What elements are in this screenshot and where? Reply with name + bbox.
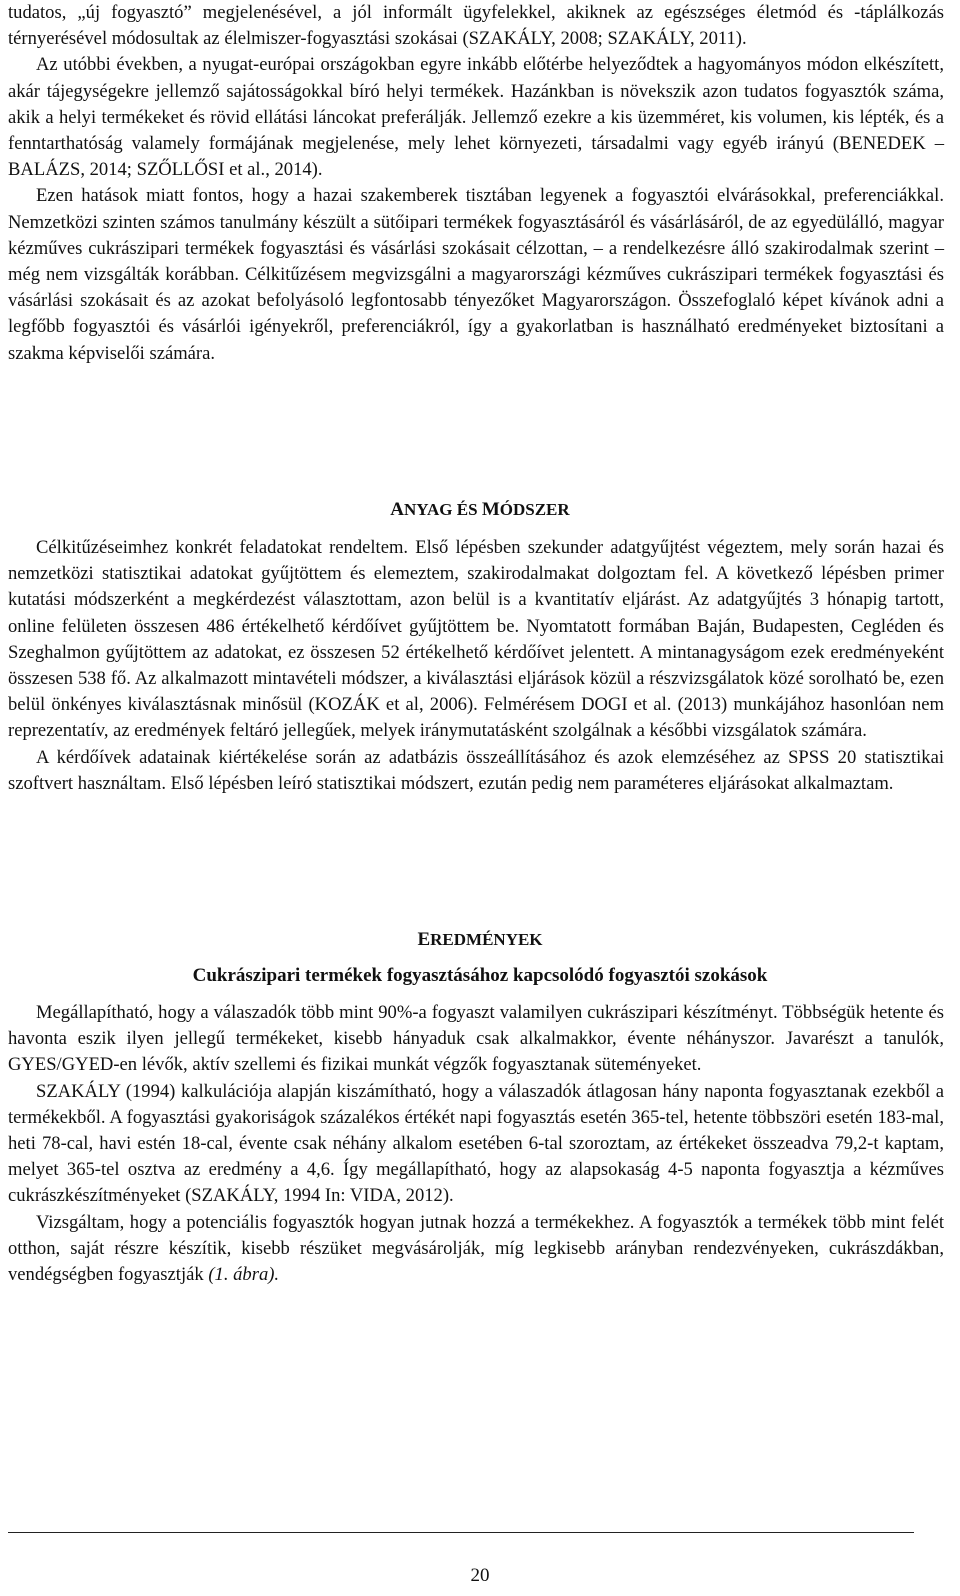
intro-paragraph-continued: tudatos, „új fogyasztó” megjelenésével, a jól informált ügyfelekkel, akiknek az egészséges életmód és -táplálkozás térnyerésével módosultak az élelmiszer-fogyasztási szokásai (SZAKÁLY, 2008; SZAKÁLY, 2011). <box>8 2 944 50</box>
methods-paragraph-analysis: A kérdőívek adatainak kiértékelése során az adatbázis összeállításához és azok elemzéséhez az SPSS 20 statisztikai szoftvert használtam. Első lépésben leíró statisztikai módszert, ezután pedig nem paraméteres eljárásokat alkalmaztam. <box>8 746 944 794</box>
intro-paragraph-objectives: Ezen hatások miatt fontos, hogy a hazai szakemberek tisztában legyenek a fogyasztói elvárásokkal, preferenciákkal. Nemzetközi szinten számos tanulmány készült a sütőipari termékek fogyasztásáról és vásárlásáról, de az egyedülálló, magyar kézműves cukrászipari termékek fogyasztási és vásárlási szokásait célzottan, – a rendelkezésre álló szakirodalmak szerint – még nem vizsgálták korábban. Célkitűzésem megvizsgálni a magyarországi kézműves cukrászipari termékek fogyasztási és vásárlási szokásait és az azokat befolyásoló legfontosabb tényezőket Magyarországon. Összefoglaló képet kívánok adni a legfőbb fogyasztói és vásárlói igényekről, preferenciákról, így a gyakorlatban is használható eredményeket biztosítani a szakma képviselői számára. <box>8 185 944 364</box>
figure-reference[interactable]: (1. ábra). <box>208 1264 280 1286</box>
results-heading: EREDMÉNYEK <box>417 929 543 950</box>
results-paragraph-calculation: SZAKÁLY (1994) kalkulációja alapján kiszámítható, hogy a válaszadók átlagosan hány naponta fogyasztanak ezekből a termékekből. A fogyasztási gyakoriságok százalékos értékét napi fogyasztás esetén 365-tel, hetente többszöri esetén 183-mal, heti 78-cal, havi estén 18-cal, évente csak néhány alkalom esetében 6-tal szoroztam, az értékeket összeadva 79,2-t kaptam, melyet 365-tel osztva az eredmény a 4,6. Így megállapítható, hogy az alapsokaság 4-5 naponta fogyasztja a kézműves cukrászkészítményeket (SZAKÁLY, 1994 In: VIDA, 2012). <box>8 1080 944 1207</box>
methods-heading: ANYAG ÉS MÓDSZER <box>390 499 570 520</box>
methods-paragraph-data-collection: Célkitűzéseimhez konkrét feladatokat rendeltem. Első lépésben szekunder adatgyűjtést végeztem, mely során hazai és nemzetközi statisztikai adatokat gyűjtöttem és elemeztem, szakirodalmakat dolgoztam fel. A következő lépésben primer kutatási módszerként a megkérdezést választottam, azon belül is a kvantitatív eljárást. Az adatgyűjtés 3 hónapig tartott, online felületen összesen 486 értékelhető kérdőívet gyűjtöttem be. Nyomtatott formában Baján, Budapesten, Cegléden és Szeghalmon gyűjtöttem az adatokat, ez összesen 52 értékelhető kérdőívet jelentett. A mintanagyságom ezek eredményeként összesen 538 fő. Az alkalmazott mintavételi módszer, a kiválasztási eljárások közül a részvizsgálatok közé sorolható be, ezen belül önkényes kiválasztásnak minősül (KOZÁK et al, 2006). Felmérésem DOGI et al. (2013) munkájához hasonlóan nem reprezentatív, az eredmények feltáró jellegűek, melyek iránymutatásként szolgálnak a későbbi vizsgálatok számára. <box>8 537 944 742</box>
results-paragraph-access: Vizsgáltam, hogy a potenciális fogyasztók hogyan jutnak hozzá a termékekhez. A fogyasztók a termékek több mint felét otthon, saját részre készítik, kisebb részüket megvásárolják, míg legkisebb arányban rendezvényeken, cukrászdákban, vendégségben fogyasztják (1. ábra). <box>8 1211 944 1286</box>
intro-section <box>8 0 944 367</box>
results-section <box>8 1000 944 1288</box>
results-paragraph-consumption: Megállapítható, hogy a válaszadók több mint 90%-a fogyaszt valamilyen cukrászipari készítményt. Többségük hetente és havonta eszik ilyen jellegű termékeket, kisebb hányaduk csak alkalmakkor, évente néhányszor. Javarészt a tanulók, GYES/GYED-en lévők, aktív szellemi és fizikai munkát végzők fogyasztanak süteményeket. <box>8 1002 944 1076</box>
methods-section <box>8 535 944 797</box>
intro-paragraph-local-products: Az utóbbi években, a nyugat-európai országokban egyre inkább előtérbe helyeződtek a hagyományos módon elkészített, akár tájegységekre jellemző sajátosságokkal bíró helyi termékek. Hazánkban is növekszik azon tudatos fogyasztók száma, akik a helyi termékeket és rövid ellátási láncokat preferálják. Jellemző ezekre a kis üzemméret, kis volumen, kis lépték, és a fenntarthatóság valamely formájának megjelenése, mely lehet környezeti, társadalmi vagy egyéb irányú (BENEDEK – BALÁZS, 2014; SZŐLLŐSI et al., 2014). <box>8 54 944 181</box>
page-number: 20 <box>470 1565 490 1586</box>
results-subheading: Cukrászipari termékek fogyasztásához kapcsolódó fogyasztói szokások <box>192 965 768 986</box>
footer-rule <box>8 1532 914 1533</box>
